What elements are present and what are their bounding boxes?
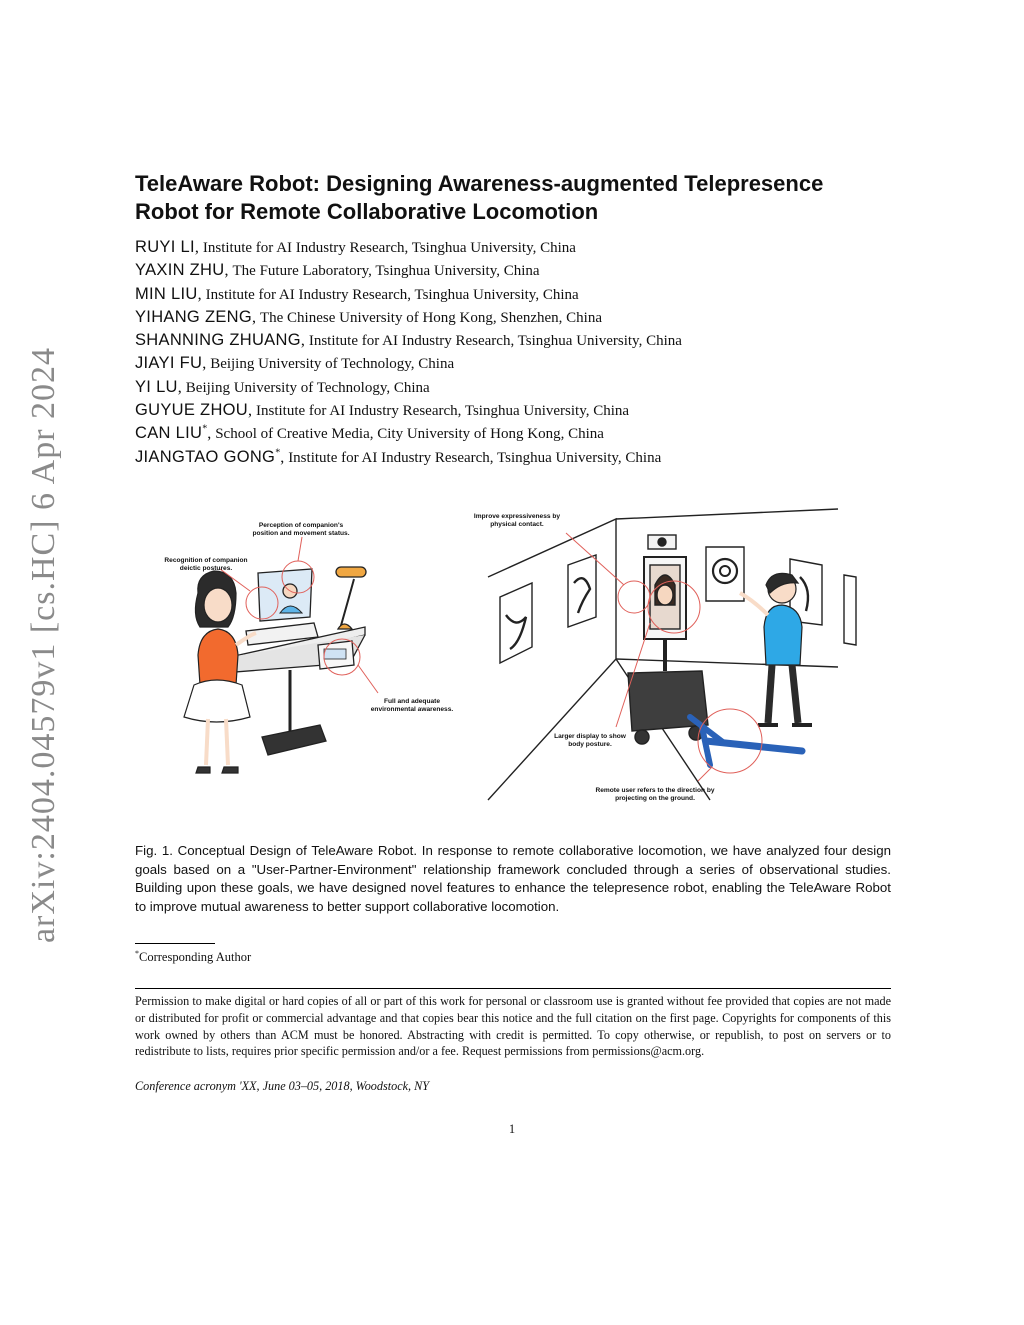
conference-info: Conference acronym 'XX, June 03–05, 2018, Woodstock, NY [135, 1079, 430, 1093]
author-affiliation: Institute for AI Industry Research, Tsinghua University, China [205, 286, 579, 303]
author-entry: JIANGTAO GONG*, Institute for AI Industry Research, Tsinghua University, China [135, 447, 662, 466]
left-scene [222, 567, 366, 755]
author-affiliation: Institute for AI Industry Research, Tsinghua University, China [288, 449, 662, 466]
annotation-direction: projecting on the ground. [615, 795, 695, 802]
author-entry: SHANNING ZHUANG, Institute for AI Industry Research, Tsinghua University, China [135, 331, 682, 350]
author-name: YAXIN ZHU [135, 261, 225, 280]
author-affiliation: Institute for AI Industry Research, Tsinghua University, China [202, 240, 576, 256]
author-entry: YIHANG ZENG, The Chinese University of Hong Kong, Shenzhen, China [135, 307, 603, 326]
figure-caption: Fig. 1. Conceptual Design of TeleAware Robot. In response to remote collaborative locomotion, we have analyzed four design goals based on a "User-Partner-Environment" relationship framework concluded through a series of observational studies. Building upon these goals, we have designed novel features to enhance the telepresence robot, enabling the TeleAware Robot to improve mutual awareness to better support collaborative locomotion. [135, 843, 891, 914]
girl-illustration [184, 571, 256, 773]
author-affiliation: Institute for AI Industry Research, Tsinghua University, China [256, 403, 630, 420]
annotation-display: body posture. [568, 741, 612, 748]
author-name: SHANNING ZHUANG [135, 331, 301, 350]
author-name: YI LU [135, 377, 178, 396]
permission-statement: Permission to make digital or hard copies of all or part of this work for personal or classroom use is granted without fee provided that copies are not made or distributed for profit or commercial advantage and that copies bear this notice and the full citation on the first page. Copyrights for components of this work owned by others than ACM must be honored. Abstracting with credit is permitted. To copy otherwise, or republish, to post on servers or to redistribute to lists, requires prior specific permission and/or a fee. Request permissions from permissions@acm.org. [135, 994, 891, 1059]
annotation-perception: position and movement status. [252, 530, 350, 537]
author-affiliation: The Future Laboratory, Tsinghua University, China [232, 263, 540, 280]
permission-rule [135, 988, 891, 989]
paper-title [135, 170, 895, 226]
author-affiliation: School of Creative Media, City University of Hong Kong, China [215, 426, 604, 443]
title-line: Robot for Remote Collaborative Locomotion [135, 199, 599, 224]
author-affiliation: Beijing University of Technology, China [210, 356, 455, 373]
author-affiliation: The Chinese University of Hong Kong, Shenzhen, China [259, 309, 603, 326]
annotation-awareness: Full and adequate [383, 698, 441, 705]
annotation-recognition: deictic postures. [179, 565, 233, 572]
annotation-expressiveness: physical contact. [490, 521, 544, 528]
author-list [135, 236, 915, 469]
corresponding-author-footnote: *Corresponding Author [135, 949, 252, 965]
page-number: 1 [508, 1122, 516, 1136]
annotation-expressiveness: Improve expressiveness by [473, 513, 561, 520]
author-name: MIN LIU [135, 284, 198, 303]
author-name: YIHANG ZENG [135, 307, 252, 326]
author-name: JIANGTAO GONG [135, 447, 276, 466]
right-scene [488, 509, 856, 800]
author-entry: MIN LIU, Institute for AI Industry Research, Tsinghua University, China [135, 284, 579, 303]
author-name: RUYI LI [135, 238, 195, 256]
author-entry: GUYUE ZHOU, Institute for AI Industry Research, Tsinghua University, China [135, 401, 630, 420]
author-name: CAN LIU [135, 424, 203, 443]
annotation-direction: Remote user refers to the direction by [595, 787, 715, 794]
author-entry: CAN LIU*, School of Creative Media, City University of Hong Kong, China [135, 424, 604, 443]
annotation-recognition: Recognition of companion [164, 557, 248, 564]
footnote-rule [135, 943, 215, 944]
arxiv-identifier: arXiv:2404.04579v1 [cs.HC] 6 Apr 2024 [25, 346, 62, 944]
author-name: JIAYI FU [135, 354, 203, 373]
concept-figure [150, 505, 860, 810]
author-name: GUYUE ZHOU [135, 401, 249, 420]
annotation-awareness: environmental awareness. [370, 706, 454, 713]
annotation-perception: Perception of companion's [258, 522, 344, 529]
title-line: TeleAware Robot: Designing Awareness-augmented Telepresence [135, 171, 824, 196]
author-affiliation: Beijing University of Technology, China [185, 379, 430, 396]
author-entry: RUYI LI, Institute for AI Industry Research, Tsinghua University, China [135, 238, 576, 256]
author-entry: JIAYI FU, Beijing University of Technology, China [135, 354, 455, 373]
author-entry: YAXIN ZHU, The Future Laboratory, Tsinghua University, China [135, 261, 540, 280]
annotation-display: Larger display to show [554, 733, 626, 740]
author-affiliation: Institute for AI Industry Research, Tsinghua University, China [308, 333, 682, 350]
author-entry: YI LU, Beijing University of Technology, China [135, 377, 430, 396]
